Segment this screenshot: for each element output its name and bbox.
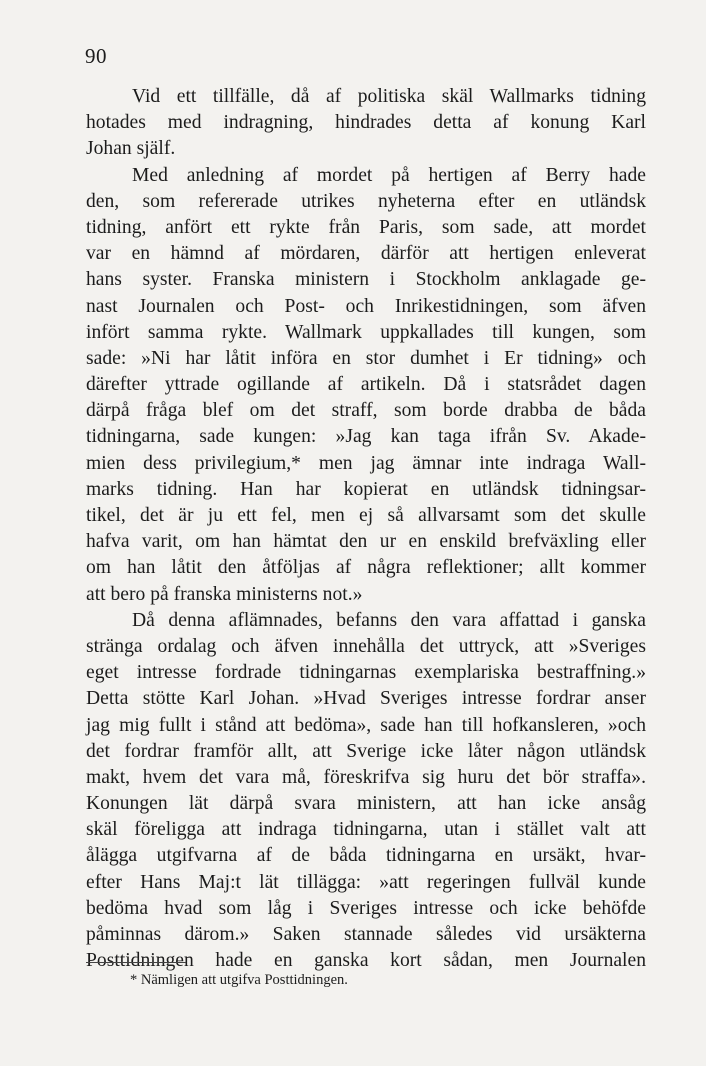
text-line: stränga ordalag och äfven innehålla det uttryck, att »Sveriges (86, 635, 646, 657)
text-line: nast Journalen och Post- och Inrikestidningen, som äfven (86, 295, 646, 317)
text-line: den, som refererade utrikes nyheterna efter en utländsk (86, 190, 646, 212)
body-text (86, 84, 646, 974)
text-line: tikel, det är ju ett fel, men ej så allvarsamt som det skulle (86, 505, 646, 526)
text-line: var en hämnd af mördaren, därför att hertigen enleverat (86, 243, 646, 265)
text-line: Vid ett tillfälle, då af politiska skäl Wallmarks tidning (132, 86, 646, 107)
text-line: bedöma hvad som låg i Sveriges intresse och icke behöfde (86, 897, 646, 919)
page-number: 90 (85, 44, 107, 68)
text-line: makt, hvem det vara må, föreskrifva sig huru det bör straffa». (86, 766, 646, 788)
text-line: hotades med indragning, hindrades detta af konung Karl (86, 112, 646, 134)
text-line: om han låtit den åtföljas af några reflektioner; allt kommer (86, 557, 646, 579)
text-line: eget intresse fordrade tidningarnas exemplariska bestraffning.» (86, 662, 646, 684)
text-line: Posttidningen hade en ganska kort sådan, men Journalen (86, 950, 646, 972)
text-line: påminnas därom.» Saken stannade således vid ursäkterna (86, 924, 646, 945)
footnote-rule (86, 962, 186, 963)
text-line: Då denna aflämnades, befanns den vara affattad i ganska (132, 609, 646, 631)
text-line: Med anledning af mordet på hertigen af Berry hade (132, 164, 646, 186)
text-line: därefter yttrade ogillande af artikeln. Då i statsrådet dagen (86, 374, 646, 396)
text-line: marks tidning. Han har kopierat en utländsk tidningsar- (86, 478, 646, 500)
text-line: Detta stötte Karl Johan. »Hvad Sveriges intresse fordrar anser (86, 688, 646, 710)
text-line: efter Hans Maj:t lät tillägga: »att regeringen fullväl kunde (86, 871, 646, 893)
text-line: Johan själf. (86, 138, 176, 160)
text-line: att bero på franska ministerns not.» (86, 583, 363, 605)
text-line: jag mig fullt i stånd att bedöma», sade han till hofkansleren, »och (86, 714, 646, 736)
text-line: sade: »Ni har låtit införa en stor dumhet i Er tidning» och (86, 347, 646, 369)
text-line: mien dess privilegium,* men jag ämnar inte indraga Wall- (86, 452, 646, 474)
text-line: det fordrar framför allt, att Sverige icke låter någon utländsk (86, 740, 646, 762)
footnote: * Nämligen att utgifva Posttidningen. (130, 972, 348, 988)
text-line: hafva varit, om han hämtat den ur en enskild brefväxling eller (86, 531, 646, 553)
text-line: Konungen lät därpå svara ministern, att han icke ansåg (86, 793, 646, 815)
text-line: tidningarna, sade kungen: »Jag kan taga ifrån Sv. Akade- (86, 426, 646, 448)
text-line: tidning, anfört ett rykte från Paris, som sade, att mordet (86, 216, 646, 238)
text-line: hans syster. Franska ministern i Stockholm anklagade ge- (86, 269, 646, 291)
text-line: skäl föreligga att indraga tidningarna, utan i stället valt att (86, 819, 646, 841)
text-line: därpå fråga blef om det straff, som borde drabba de båda (86, 400, 646, 422)
text-line: infört samma rykte. Wallmark uppkallades till kungen, som (86, 321, 646, 343)
text-line: ålägga utgifvarna af de båda tidningarna en ursäkt, hvar- (86, 845, 646, 867)
